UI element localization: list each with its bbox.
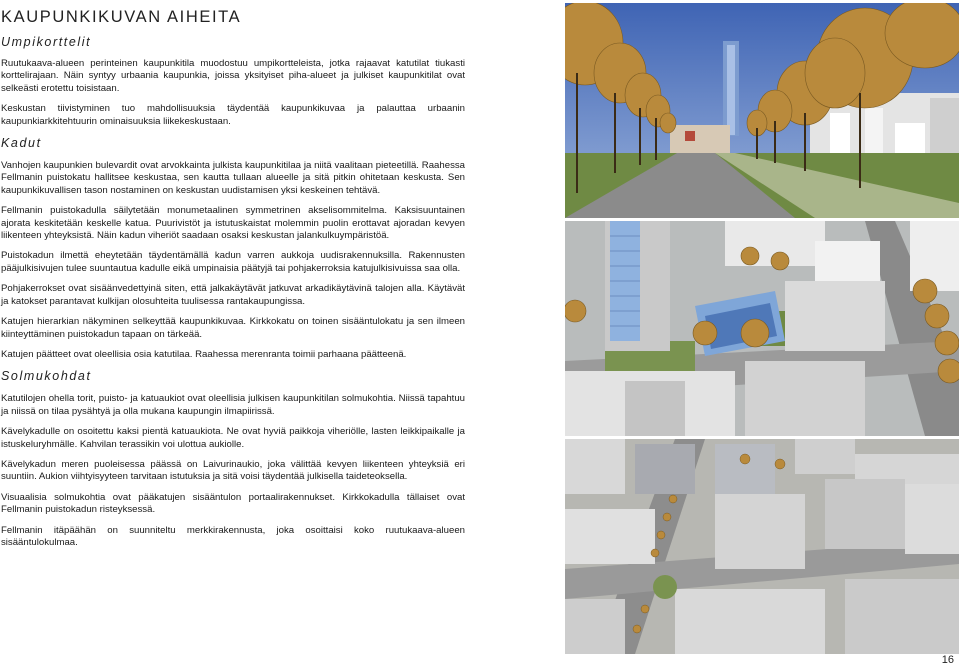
paragraph: Katujen hierarkian näkyminen selkeyttää kaupunkikuvaa. Kirkkokatu on toinen sisääntulokatu ja sen ilmeen kiinteyttäminen puistokadun tapaan on tärkeää. (1, 316, 465, 340)
paragraph: Keskustan tiivistyminen tuo mahdollisuuksia täydentää kaupunkikuvaa ja palauttaa urbaanin kaupunkiarkkitehtuurin ominaisuuksia liikekeskustaan. (1, 103, 465, 127)
paragraph: Kävelykadun meren puoleisessa päässä on Laivurinaukio, joka välittää kevyen liikenteen yhteyksiä eri suuntiin. Aukion viihtyisyyteen tarvitaan istutuksia ja sitä voisi täydentää julkisella taideteoksella. (1, 458, 465, 483)
page-title: KAUPUNKIKUVAN AIHEITA (1, 8, 242, 26)
paragraph: Ruutukaava-alueen perinteinen kaupunkitila muodostuu umpikortteleista, jotka rajaavat katutilat tiukasti korttelirajaan. Näin syntyy urbaania kaupunkia, joissa yksityiset piha-alueet ja julkiset kaupunkitilat ovat selkeästi erotettu toisistaan. (1, 58, 465, 94)
boulevard-rendering-image (565, 3, 959, 218)
paragraph: Pohjakerrokset ovat sisäänvedettyinä siten, että jalkakäytävät jatkuvat arkadikäytävinä talojen alla. Käytävät ja katokset parantavat kulkijan olosuhteita tuulisessa rantakaupungissa. (1, 283, 465, 307)
paragraph: Visuaalisia solmukohtia ovat pääkatujen sisääntulon portaalirakennukset. Kirkkokadulla tällaiset ovat Fellmanin puistokadun risteyksessä. (1, 491, 465, 516)
section-heading-kadut: Kadut (1, 136, 42, 151)
aerial-rendering-city-block-image (565, 221, 959, 436)
section-heading-solmukohdat: Solmukohdat (1, 369, 92, 384)
paragraph: Kävelykadulle on osoitettu kaksi pientä katuaukiota. Ne ovat hyviä paikkoja viheriölle, lasten leikkipaikalle ja istuskeluryhmälle. Kahvilan terassikin voi ulottua aukiolle. (1, 426, 465, 450)
paragraph: Vanhojen kaupunkien bulevardit ovat arvokkainta julkista kaupunkitilaa ja niitä vaalitaan pieteetillä. Raahessa Fellmanin puistokatu hallitsee keskustaa, sen kautta tullaan alueelle ja sitä pitkin ohitetaan keskusta. Sen kaupunkikuvallisen tason nostaminen on keskustan uudistamisen yksi keskeinen tehtävä. (1, 160, 465, 196)
paragraph: Fellmanin puistokadulla säilytetään monumetaalinen symmetrinen akselisommitelma. Kaksisuuntainen ajorata keskitetään keskelle katua. Puurivistöt ja istutuskaistat molemmin puolin erottavat ajoradan kevyen liikenteen yhteyksistä. Näin kadun viheriöt saadaan osaksi keskustan jalankulkuympäristöä. (1, 205, 465, 242)
text-column (1, 8, 465, 557)
page-number: 16 (941, 654, 954, 666)
aerial-rendering-city-center-image (565, 439, 959, 654)
paragraph: Katujen päätteet ovat oleellisia osia katutilaa. Raahessa merenranta toimii parhaana päätteenä. (1, 348, 407, 360)
paragraph: Katutilojen ohella torit, puisto- ja katuaukiot ovat oleellisia julkisen kaupunkitilan solmukohtia. Niissä tapahtuu ja niissä on tilaa pysähtyä ja olla mukana kaupungin ilmapiirissä. (1, 393, 465, 417)
paragraph: Fellmanin itäpäähän on suunniteltu merkkirakennusta, joka osoittaisi koko ruutukaava-alueen sisääntulokulmaa. (1, 524, 465, 548)
section-heading-umpikorttelit: Umpikorttelit (1, 35, 92, 49)
paragraph: Puistokadun ilmettä eheytetään täydentämällä kadun varren aukkoja uudisrakennuksilla. Rakennusten pääjulkisivujen tulee suuntautua kadulle eikä umpinaisia päätyjä tai pohjakerroksia katujulkisivuissa saa olla. (1, 250, 465, 274)
